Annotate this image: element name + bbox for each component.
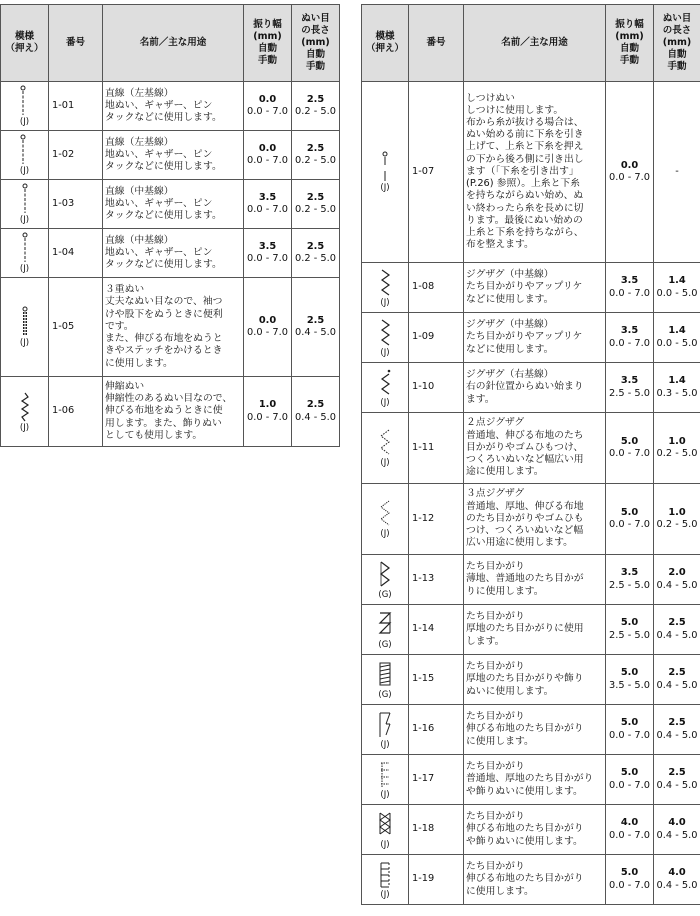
length-auto-value: 1.0 xyxy=(668,506,686,518)
three-step-zigzag-icon xyxy=(362,499,408,529)
stitch-length-cell xyxy=(654,605,700,655)
stitch-description: ジグザグ（中基線） たち目かがりやアップリケ などに使用します。 xyxy=(464,263,606,313)
width-manual-range: 0.0 - 7.0 xyxy=(609,729,650,741)
stitch-length-cell xyxy=(654,263,700,313)
width-auto-value: 0.0 xyxy=(258,314,277,326)
zigzag-stitch-icon xyxy=(362,318,408,348)
width-auto-value: 3.5 xyxy=(620,375,639,387)
stitch-number: 1-10 xyxy=(409,363,464,413)
table-row xyxy=(1,377,340,447)
length-manual-range: 0.3 - 5.0 xyxy=(656,387,698,399)
width-manual-range: 3.5 - 5.0 xyxy=(609,679,650,691)
length-manual-range: 0.4 - 5.0 xyxy=(656,679,698,691)
header-pattern: 模様 （押え） xyxy=(362,5,409,82)
table-row xyxy=(362,755,700,805)
length-manual-range: 0.0 - 5.0 xyxy=(656,287,698,299)
length-auto-value: 2.5 xyxy=(306,142,325,154)
stitch-width-cell xyxy=(606,484,654,555)
length-manual-range: 0.4 - 5.0 xyxy=(656,829,698,841)
stitch-width-cell xyxy=(244,278,292,377)
stitch-number: 1-18 xyxy=(409,805,464,855)
presser-foot-label: (J) xyxy=(380,739,390,750)
stitch-description: ジグザグ（中基線） たち目かがりやアップリケ などに使用します。 xyxy=(464,313,606,363)
length-auto-value: 2.5 xyxy=(306,191,325,203)
table-row xyxy=(362,555,700,605)
stitch-number: 1-05 xyxy=(49,278,103,377)
stitch-width-cell xyxy=(606,413,654,484)
length-auto-value: 2.5 xyxy=(306,240,325,252)
width-auto-value: 5.0 xyxy=(620,767,639,779)
stitch-width-cell xyxy=(606,655,654,705)
overcast-stretch-icon xyxy=(362,710,408,740)
table-row xyxy=(1,229,340,278)
stitch-number: 1-17 xyxy=(409,755,464,805)
stitch-length-cell xyxy=(654,555,700,605)
width-auto-value: 3.5 xyxy=(258,191,277,203)
stitch-description: たち目かがり 伸びる布地のたち目かがり や飾りぬいに使用します。 xyxy=(464,805,606,855)
length-auto-value: 2.5 xyxy=(668,617,686,629)
width-manual-range: 0.0 - 7.0 xyxy=(609,448,650,459)
length-auto-value: 2.5 xyxy=(306,93,325,105)
table-row xyxy=(1,180,340,229)
straight-left-stitch-icon xyxy=(1,85,48,117)
stitch-description: たち目かがり 厚地のたち目かがりや飾り ぬいに使用します。 xyxy=(464,655,606,705)
width-auto-value: 5.0 xyxy=(620,867,639,879)
stitch-width-cell xyxy=(606,555,654,605)
width-manual-range: 0.0 - 7.0 xyxy=(247,204,288,215)
width-auto-value: 3.5 xyxy=(620,325,639,337)
width-auto-value: 0.0 xyxy=(620,159,639,171)
pattern-cell xyxy=(362,484,409,555)
length-manual-range: 0.4 - 5.0 xyxy=(656,779,698,791)
width-manual-range: 0.0 - 7.0 xyxy=(247,106,288,117)
presser-foot-label: (J) xyxy=(380,183,390,193)
width-auto-value: 5.0 xyxy=(620,435,639,447)
stitch-description: たち目かがり 伸びる布地のたち目かがり に使用します。 xyxy=(464,855,606,905)
stitch-width-cell xyxy=(606,605,654,655)
stitch-length-cell xyxy=(654,313,700,363)
stitch-number: 1-15 xyxy=(409,655,464,705)
stitch-number: 1-06 xyxy=(49,377,103,447)
stitch-length-cell xyxy=(292,131,340,180)
stitch-width-cell xyxy=(606,705,654,755)
header-width: 振り幅 (mm) 自動 手動 xyxy=(244,5,292,82)
stitch-width-cell xyxy=(244,229,292,278)
header-name: 名前／主な用途 xyxy=(103,5,244,82)
stitch-number: 1-08 xyxy=(409,263,464,313)
pattern-cell xyxy=(1,229,49,278)
table-row xyxy=(362,705,700,755)
overcast-ladder-icon xyxy=(362,860,408,890)
length-auto-value: 4.0 xyxy=(668,817,686,829)
table-row xyxy=(362,605,700,655)
presser-foot-label: (J) xyxy=(380,297,390,308)
stitch-length-cell xyxy=(654,413,700,484)
stitch-width-cell xyxy=(244,82,292,131)
pattern-cell xyxy=(362,82,409,263)
stitch-width-cell xyxy=(606,313,654,363)
stitch-width-cell xyxy=(606,755,654,805)
straight-left-stitch-icon xyxy=(1,134,48,166)
table-row xyxy=(362,855,700,905)
length-auto-value: 2.5 xyxy=(668,717,686,729)
presser-foot-label: (G) xyxy=(378,589,392,600)
length-manual-range: 0.4 - 5.0 xyxy=(656,629,698,641)
pattern-cell xyxy=(362,413,409,484)
stitch-width-cell xyxy=(606,82,654,263)
header-width: 振り幅 (mm) 自動 手動 xyxy=(606,5,654,82)
pattern-cell xyxy=(362,855,409,905)
width-manual-range: 0.0 - 7.0 xyxy=(247,411,288,423)
pattern-cell xyxy=(362,755,409,805)
width-manual-range: 2.5 - 5.0 xyxy=(609,387,650,399)
presser-foot-label: (J) xyxy=(19,422,30,433)
basting-stitch-icon xyxy=(362,151,408,183)
presser-foot-label: (J) xyxy=(380,839,390,850)
length-manual-range: 0.2 - 5.0 xyxy=(295,155,336,166)
pattern-cell xyxy=(362,655,409,705)
stitch-number: 1-02 xyxy=(49,131,103,180)
stitch-number: 1-16 xyxy=(409,705,464,755)
stitch-number: 1-07 xyxy=(409,82,464,263)
header-length: ぬい目 の長さ (mm) 自動 手動 xyxy=(654,5,700,82)
length-auto-value: 2.5 xyxy=(306,314,325,326)
width-manual-range: 0.0 - 7.0 xyxy=(609,172,650,183)
stitch-length-cell xyxy=(292,278,340,377)
pattern-cell xyxy=(362,555,409,605)
stitch-width-cell xyxy=(244,180,292,229)
header-length: ぬい目 の長さ (mm) 自動 手動 xyxy=(292,5,340,82)
header-pattern: 模様 （押え） xyxy=(1,5,49,82)
width-auto-value: 5.0 xyxy=(620,506,639,518)
stitch-description: たち目かがり 厚地のたち目かがりに使用 します。 xyxy=(464,605,606,655)
header-number: 番号 xyxy=(49,5,103,82)
width-auto-value: 0.0 xyxy=(258,93,277,105)
pattern-cell xyxy=(1,131,49,180)
overcast-thick-icon xyxy=(362,610,408,640)
width-manual-range: 0.0 - 7.0 xyxy=(247,327,288,338)
width-manual-range: 0.0 - 7.0 xyxy=(609,879,650,891)
length-manual-range: 0.2 - 5.0 xyxy=(656,519,698,530)
stitch-width-cell xyxy=(606,855,654,905)
table-row xyxy=(362,413,700,484)
stitch-length-cell xyxy=(654,755,700,805)
stitch-description: 直線（中基線） 地ぬい、ギャザー、ピン タックなどに使用します。 xyxy=(103,180,244,229)
width-auto-value: 3.5 xyxy=(620,567,639,579)
width-auto-value: 1.0 xyxy=(258,399,277,411)
stitch-number: 1-13 xyxy=(409,555,464,605)
stretch-stitch-icon xyxy=(1,391,48,423)
stitch-description: 伸縮ぬい 伸縮性のあるぬい目なので、 伸びる布地をぬうときに使 用します。また、飾りぬい としても使用します。 xyxy=(103,377,244,447)
stitch-width-cell xyxy=(606,263,654,313)
stitch-length-cell xyxy=(292,377,340,447)
overcast-cross-icon xyxy=(362,810,408,840)
presser-foot-label: (J) xyxy=(380,347,390,358)
stitch-number: 1-04 xyxy=(49,229,103,278)
presser-foot-label: (J) xyxy=(19,264,30,274)
two-step-zigzag-icon xyxy=(362,428,408,458)
table-row xyxy=(1,131,340,180)
length-manual-range: 0.2 - 5.0 xyxy=(656,448,698,459)
stitch-number: 1-14 xyxy=(409,605,464,655)
length-auto-value: 2.5 xyxy=(668,767,686,779)
presser-foot-label: (J) xyxy=(380,529,390,539)
header-number: 番号 xyxy=(409,5,464,82)
table-row xyxy=(362,805,700,855)
stitch-length-cell xyxy=(654,82,700,263)
stitch-description: ３重ぬい 丈夫なぬい目なので、袖つ けや股下をぬうときに便利 です。 また、伸びる布地をぬうと きやステッチをかけるとき に使用します。 xyxy=(103,278,244,377)
triple-stitch-icon xyxy=(1,306,48,338)
length-manual-range: 0.4 - 5.0 xyxy=(295,411,336,423)
straight-middle-stitch-icon xyxy=(1,232,48,264)
width-auto-value: 5.0 xyxy=(620,617,639,629)
stitch-description: たち目かがり 普通地、厚地のたち目かがり や飾りぬいに使用します。 xyxy=(464,755,606,805)
presser-foot-label: (J) xyxy=(19,338,30,348)
table-row xyxy=(362,655,700,705)
length-manual-range: - xyxy=(675,165,679,177)
pattern-cell xyxy=(362,263,409,313)
stitch-table-left xyxy=(0,4,340,447)
stitch-number: 1-01 xyxy=(49,82,103,131)
table-row xyxy=(362,484,700,555)
width-auto-value: 5.0 xyxy=(620,667,639,679)
stitch-length-cell xyxy=(654,484,700,555)
zigzag-right-stitch-icon xyxy=(362,368,408,398)
pattern-cell xyxy=(362,705,409,755)
pattern-cell xyxy=(362,313,409,363)
width-auto-value: 0.0 xyxy=(258,142,277,154)
stitch-number: 1-09 xyxy=(409,313,464,363)
pattern-cell xyxy=(1,278,49,377)
presser-foot-label: (J) xyxy=(380,889,390,900)
stitch-length-cell xyxy=(654,705,700,755)
length-auto-value: 2.5 xyxy=(306,399,325,411)
stitch-length-cell xyxy=(654,363,700,413)
width-manual-range: 0.0 - 7.0 xyxy=(609,779,650,791)
length-auto-value: 1.4 xyxy=(668,325,686,337)
width-auto-value: 3.5 xyxy=(620,275,639,287)
overcast-decorative-icon xyxy=(362,660,408,690)
length-manual-range: 0.0 - 5.0 xyxy=(656,337,698,349)
stitch-number: 1-19 xyxy=(409,855,464,905)
length-auto-value: 1.0 xyxy=(668,435,686,447)
header-name: 名前／主な用途 xyxy=(464,5,606,82)
length-auto-value: 1.4 xyxy=(668,375,686,387)
presser-foot-label: (J) xyxy=(19,215,30,225)
width-manual-range: 0.0 - 7.0 xyxy=(247,155,288,166)
stitch-description: 直線（中基線） 地ぬい、ギャザー、ピン タックなどに使用します。 xyxy=(103,229,244,278)
table-row xyxy=(362,263,700,313)
stitch-description: ３点ジグザグ 普通地、厚地、伸びる布地 のたち目かがりやゴムひも つけ、つくろいぬいなど幅 広い用途に使用します。 xyxy=(464,484,606,555)
length-auto-value: 2.0 xyxy=(668,567,686,579)
stitch-description: しつけぬい しつけに使用します。 布から糸が抜ける場合は、 ぬい始める前に下糸を引き 上げて、上糸と下糸を押え の下から後ろ側に引き出し ます（「下糸を引き出す」 (P.26) 参照）。上糸と下糸 を持ちながらぬい始め、ぬ い終わったら糸を長めに切 ります。最後にぬい始めの 上糸と下糸を持ちながら、 布を整えます。 xyxy=(464,82,606,263)
stitch-width-cell xyxy=(244,131,292,180)
stitch-width-cell xyxy=(244,377,292,447)
width-manual-range: 0.0 - 7.0 xyxy=(609,829,650,841)
stitch-description: ジグザグ（右基線） 右の針位置からぬい始まり ます。 xyxy=(464,363,606,413)
width-manual-range: 0.0 - 7.0 xyxy=(247,253,288,264)
stitch-description: 直線（左基線） 地ぬい、ギャザー、ピン タックなどに使用します。 xyxy=(103,131,244,180)
overcast-dotted-icon xyxy=(362,760,408,790)
zigzag-stitch-icon xyxy=(362,268,408,298)
presser-foot-label: (J) xyxy=(380,397,390,408)
stitch-width-cell xyxy=(606,363,654,413)
width-auto-value: 4.0 xyxy=(620,817,639,829)
width-auto-value: 3.5 xyxy=(258,240,277,252)
length-manual-range: 0.4 - 5.0 xyxy=(295,327,336,338)
width-manual-range: 0.0 - 7.0 xyxy=(609,519,650,530)
table-row xyxy=(1,82,340,131)
presser-foot-label: (J) xyxy=(19,166,30,176)
stitch-table-right xyxy=(361,4,700,905)
pattern-cell xyxy=(362,605,409,655)
stitch-length-cell xyxy=(654,855,700,905)
stitch-description: たち目かがり 伸びる布地のたち目かがり に使用します。 xyxy=(464,705,606,755)
stitch-length-cell xyxy=(654,805,700,855)
length-auto-value: 4.0 xyxy=(668,867,686,879)
stitch-width-cell xyxy=(606,805,654,855)
length-manual-range: 0.4 - 5.0 xyxy=(656,579,698,591)
stitch-length-cell xyxy=(292,180,340,229)
width-manual-range: 0.0 - 7.0 xyxy=(609,287,650,299)
stitch-length-cell xyxy=(292,82,340,131)
table-row xyxy=(362,82,700,263)
width-manual-range: 0.0 - 7.0 xyxy=(609,337,650,349)
stitch-number: 1-03 xyxy=(49,180,103,229)
stitch-description: たち目かがり 薄地、普通地のたち目かが りに使用します。 xyxy=(464,555,606,605)
length-manual-range: 0.4 - 5.0 xyxy=(656,729,698,741)
pattern-cell xyxy=(362,363,409,413)
stitch-length-cell xyxy=(292,229,340,278)
straight-middle-stitch-icon xyxy=(1,183,48,215)
pattern-cell xyxy=(1,82,49,131)
length-auto-value: 2.5 xyxy=(668,667,686,679)
table-row xyxy=(1,278,340,377)
presser-foot-label: (J) xyxy=(380,458,390,468)
length-auto-value: 1.4 xyxy=(668,275,686,287)
stitch-description: 直線（左基線） 地ぬい、ギャザー、ピン タックなどに使用します。 xyxy=(103,82,244,131)
pattern-cell xyxy=(1,180,49,229)
stitch-number: 1-12 xyxy=(409,484,464,555)
length-manual-range: 0.2 - 5.0 xyxy=(295,253,336,264)
width-manual-range: 2.5 - 5.0 xyxy=(609,629,650,641)
presser-foot-label: (G) xyxy=(378,689,392,700)
pattern-cell xyxy=(362,805,409,855)
table-row xyxy=(362,313,700,363)
width-manual-range: 2.5 - 5.0 xyxy=(609,579,650,591)
stitch-length-cell xyxy=(654,655,700,705)
presser-foot-label: (J) xyxy=(380,789,390,800)
presser-foot-label: (G) xyxy=(378,639,392,650)
stitch-description: ２点ジグザグ 普通地、伸びる布地のたち 目かがりやゴムひもつけ、 つくろいぬいなど幅広い用 途に使用します。 xyxy=(464,413,606,484)
table-row xyxy=(362,363,700,413)
length-manual-range: 0.4 - 5.0 xyxy=(656,879,698,891)
length-manual-range: 0.2 - 5.0 xyxy=(295,106,336,117)
overcast-thin-icon xyxy=(362,560,408,590)
stitch-number: 1-11 xyxy=(409,413,464,484)
presser-foot-label: (J) xyxy=(19,117,30,127)
length-manual-range: 0.2 - 5.0 xyxy=(295,204,336,215)
width-auto-value: 5.0 xyxy=(620,717,639,729)
pattern-cell xyxy=(1,377,49,447)
